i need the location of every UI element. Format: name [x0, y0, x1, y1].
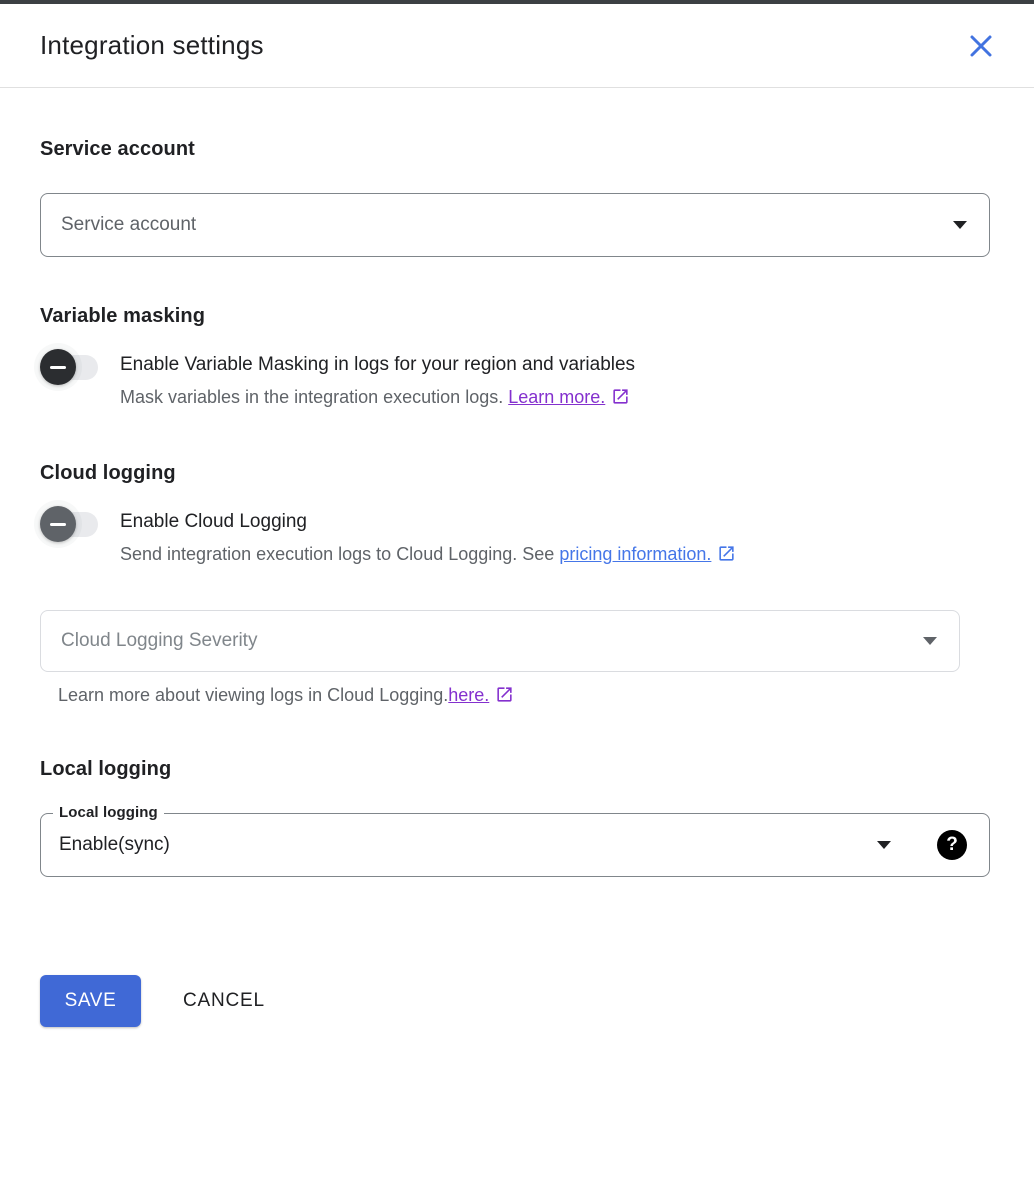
cloud-logging-toggle[interactable] [40, 505, 98, 543]
variable-masking-heading: Variable masking [40, 305, 206, 327]
pricing-information-link-label: pricing information. [559, 544, 712, 564]
cloud-logging-row [40, 509, 990, 566]
external-link-icon [717, 544, 736, 563]
dialog-header [0, 4, 1034, 88]
external-link-icon [495, 685, 514, 704]
dialog-body [0, 138, 1034, 1027]
variable-masking-text [120, 352, 635, 409]
service-account-placeholder: Service account [61, 214, 197, 235]
variable-masking-description [120, 385, 635, 409]
help-icon[interactable]: ? [937, 830, 967, 860]
description-text: Send integration execution logs to Cloud Logging. See [120, 544, 555, 564]
chevron-down-icon [923, 637, 937, 645]
variable-masking-label: Enable Variable Masking in logs for your region and variables [120, 354, 636, 375]
here-link-label: here. [448, 685, 490, 705]
chevron-down-icon [953, 221, 967, 229]
service-account-heading: Service account [40, 138, 195, 160]
cloud-logging-helper [40, 685, 990, 706]
cancel-button[interactable]: CANCEL [183, 980, 265, 1022]
close-button[interactable] [964, 29, 998, 63]
learn-more-link[interactable] [508, 387, 630, 407]
description-text: Mask variables in the integration execution logs. [120, 387, 504, 407]
local-logging-value: Enable(sync) [59, 834, 170, 855]
variable-masking-row [40, 352, 990, 409]
service-account-select[interactable] [40, 193, 990, 257]
toggle-thumb-minus-icon [40, 349, 76, 385]
toggle-thumb-minus-icon [40, 506, 76, 542]
cloud-logging-text [120, 509, 736, 566]
dialog-actions [40, 975, 990, 1027]
cloud-logging-severity-select[interactable] [40, 610, 960, 672]
local-logging-heading: Local logging [40, 758, 172, 780]
external-link-icon [611, 387, 630, 406]
variable-masking-toggle[interactable] [40, 348, 98, 386]
cloud-logging-severity-placeholder: Cloud Logging Severity [61, 630, 258, 651]
learn-more-link-label: Learn more. [508, 387, 606, 407]
close-icon [968, 33, 994, 59]
helper-text: Learn more about viewing logs in Cloud Logging. [58, 685, 449, 705]
local-logging-field-label: Local logging [53, 804, 164, 821]
cloud-logging-description [120, 542, 736, 566]
dialog-title: Integration settings [40, 30, 264, 60]
chevron-down-icon [877, 841, 891, 849]
save-button[interactable]: SAVE [40, 975, 141, 1027]
here-link[interactable] [448, 685, 514, 705]
cloud-logging-heading: Cloud logging [40, 462, 176, 484]
pricing-information-link[interactable] [559, 544, 736, 564]
cloud-logging-label: Enable Cloud Logging [120, 511, 307, 532]
local-logging-select[interactable] [40, 804, 990, 877]
